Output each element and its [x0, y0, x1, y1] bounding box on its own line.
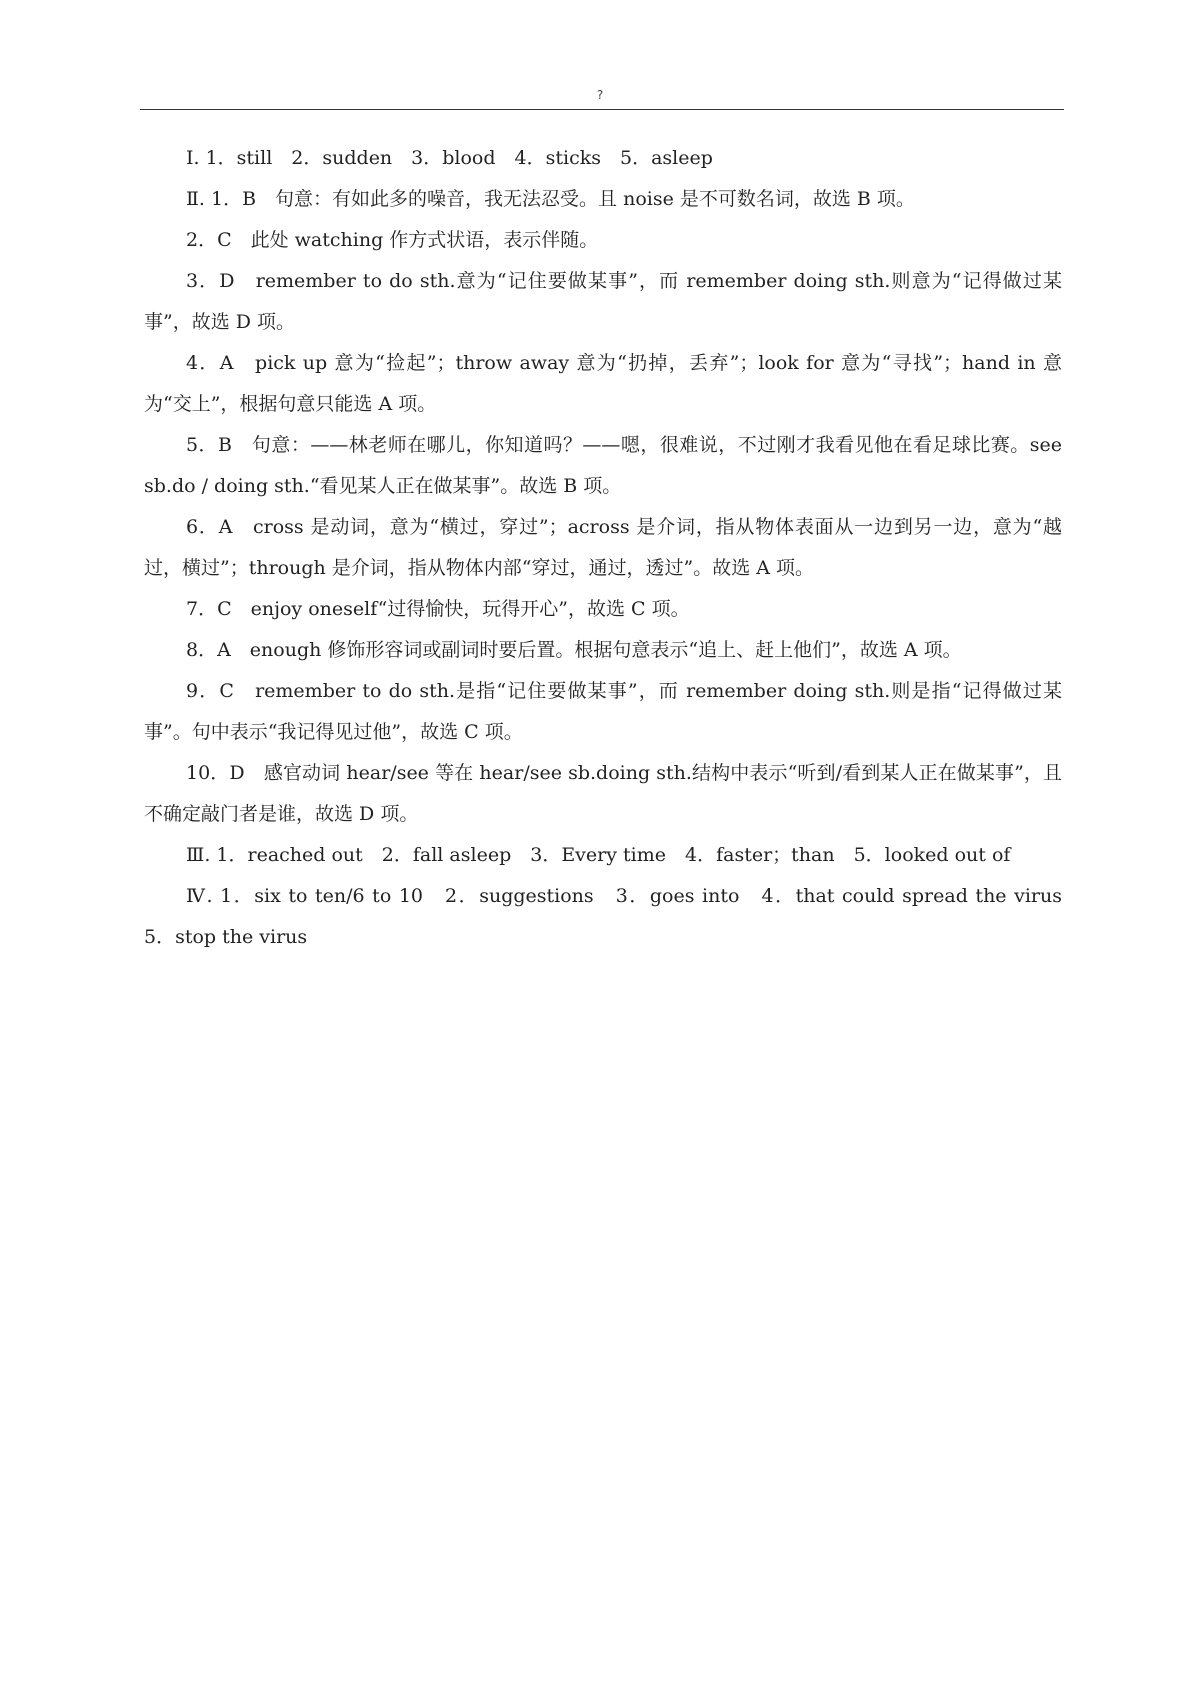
answer-section-3: Ⅲ. 1．reached out 2．fall asleep 3．Every time 4．faster；than 5．looked out of — [186, 844, 1011, 866]
answer-item-2-8: 8．A enough 修饰形容词或副词时要后置。根据句意表示“追上、赶上他们”，故选 A 项。 — [186, 639, 962, 661]
answer-item-2-9: 9．C remember to do sth.是指“记住要做某事”，而 remember doing sth.则是指“记得做过某事”。句中表示“我记得见过他”，故选 C 项。 — [144, 680, 1062, 743]
answer-item-2-2: 2．C 此处 watching 作方式状语，表示伴随。 — [186, 229, 599, 251]
header-mark: ? — [596, 88, 604, 102]
answer-section-4: Ⅳ. 1．six to ten/6 to 10 2．suggestions 3．goes into 4．that could spread the virus 5．stop the virus — [144, 885, 1082, 948]
answer-item-2-6: 6．A cross 是动词，意为“横过，穿过”；across 是介词，指从物体表面从一边到另一边，意为“越过，横过”；through 是介词，指从物体内部“穿过，通过，透过”。故选 A 项。 — [144, 516, 1062, 579]
answer-item-2-1: Ⅱ. 1．B 句意：有如此多的噪音，我无法忍受。且 noise 是不可数名词，故选 B 项。 — [186, 188, 915, 210]
header-rule — [140, 109, 1064, 110]
answer-item-2-4: 4．A pick up 意为“捡起”；throw away 意为“扔掉，丢弃”；look for 意为“寻找”；hand in 意为“交上”，根据句意只能选 A 项。 — [144, 352, 1062, 415]
answer-item-2-10: 10．D 感官动词 hear/see 等在 hear/see sb.doing sth.结构中表示“听到/看到某人正在做某事”，且不确定敲门者是谁，故选 D 项。 — [144, 762, 1062, 825]
answer-key — [144, 138, 1082, 958]
answer-item-2-7: 7．C enjoy oneself“过得愉快，玩得开心”，故选 C 项。 — [186, 598, 690, 620]
answer-section-1: Ⅰ. 1．still 2．sudden 3．blood 4．sticks 5．asleep — [186, 147, 713, 169]
answer-item-2-5: 5．B 句意：——林老师在哪儿，你知道吗？——嗯，很难说，不过刚才我看见他在看足球比赛。see sb.do / doing sth.“看见某人正在做某事”。故选 B 项。 — [144, 434, 1062, 497]
answer-item-2-3: 3．D remember to do sth.意为“记住要做某事”，而 remember doing sth.则意为“记得做过某事”，故选 D 项。 — [144, 270, 1062, 333]
